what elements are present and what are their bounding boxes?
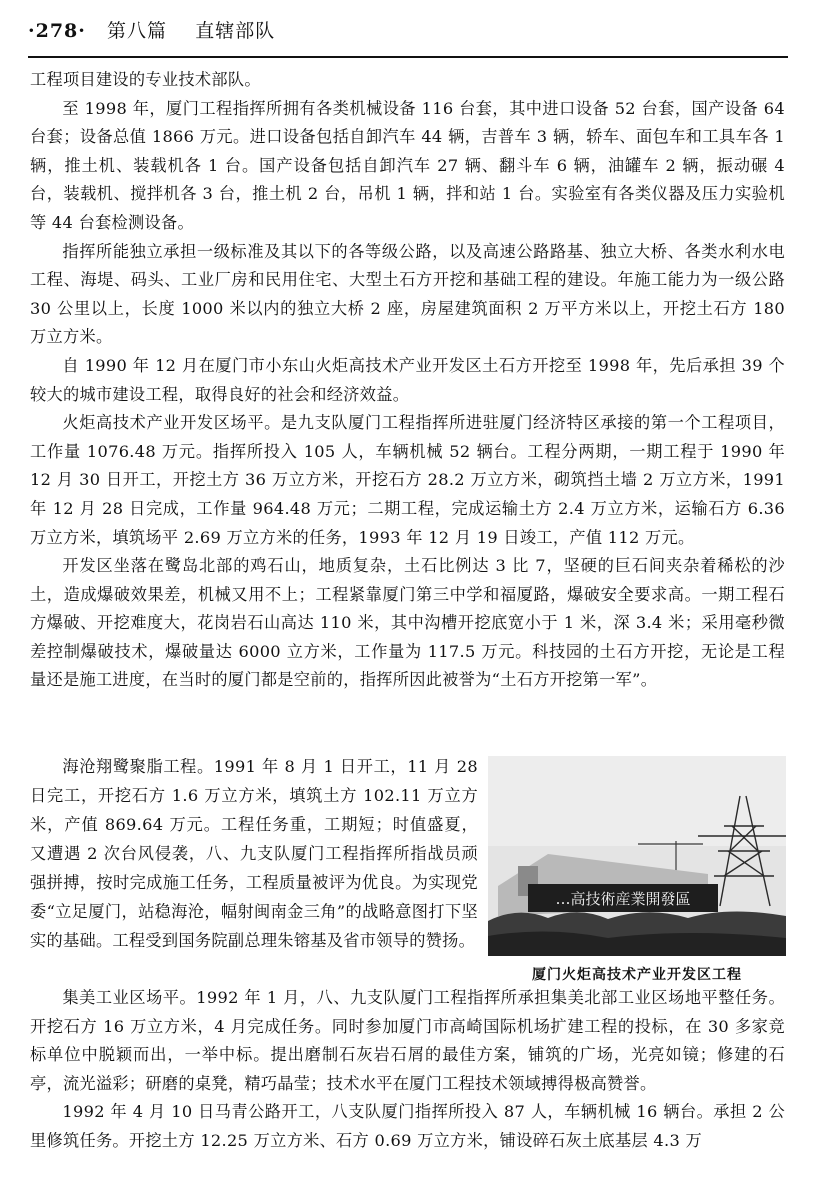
- main-text: [30, 66, 785, 695]
- paragraph: 自 1990 年 12 月在厦门市小东山火炬高技术产业开发区土石方开挖至 1998 年，先后承担 39 个较大的城市建设工程，取得良好的社会和经济效益。: [30, 355, 785, 404]
- header-rule: [28, 56, 788, 58]
- lower-text: [30, 984, 785, 1156]
- photo-caption: 厦门火炬高技术产业开发区工程: [532, 967, 742, 983]
- paragraph: 海沧翔鹭聚脂工程。1991 年 8 月 1 日开工，11 月 28 日完工，开挖石方 1.6 万立方米，填筑土方 102.11 万立方米，产值 869.64 万元。工程任务重，工期短；时值盛夏，又遭遇 2 次台风侵袭，八、九支队厦门工程指挥所指战员顽强拼搏，按时完成施工任务，工程质量被评为优良。为实现党委“立足厦门，站稳海沧，幅射闽南金三角”的战略意图打下坚实的基础。工程受到国务院副总理朱镕基及省市领导的赞扬。: [30, 757, 478, 950]
- paragraph: 开发区坐落在鹭岛北部的鸡石山，地质复杂，土石比例达 3 比 7，坚硬的巨石间夹杂着稀松的沙土，造成爆破效果差，机械又用不上；工程紧靠厦门第三中学和福厦路，爆破安全要求高。一期工程石方爆破、开挖难度大，花岗岩石山高达 110 米，其中沟槽开挖底宽小于 1 米，深 3.4 米；采用毫秒微差控制爆破技术，爆破量达 6000 立方米，工作量为 117.5 万元。科技园的土石方开挖，无论是工程量还是施工进度，在当时的厦门都是空前的，指挥所因此被誉为“土石方开挖第一军”。: [30, 556, 785, 690]
- photo-sign-text: …高技術産業開發區: [555, 890, 691, 908]
- paragraph: 至 1998 年，厦门工程指挥所拥有各类机械设备 116 台套，其中进口设备 52 台套，国产设备 64 台套；设备总值 1866 万元。进口设备包括自卸汽车 44 辆，吉普车 3 辆，轿车、面包车和工具车各 1 辆，推土机、装载机各 1 台。国产设备包括自卸汽车 27 辆、翻斗车 6 辆，油罐车 2 辆，振动碾 4 台，装载机、搅拌机各 3 台，推土机 2 台，吊机 1 辆，拌和站 1 台。实验室有各类仪器及压力实验机等 44 台套检测设备。: [30, 98, 785, 232]
- section-title: 直辖部队: [195, 20, 276, 42]
- paragraph: 工程项目建设的专业技术部队。: [30, 70, 261, 89]
- paragraph: 1992 年 4 月 10 日马青公路开工，八支队厦门指挥所投入 87 人，车辆机械 16 辆台。承担 2 公里修筑任务。开挖土方 12.25 万立方米、石方 0.69 万立方米，铺设碎石灰土底基层 4.3 万: [30, 1102, 785, 1150]
- paragraph: 集美工业区场平。1992 年 1 月，八、九支队厦门工程指挥所承担集美北部工业区场地平整任务。开挖石方 16 万立方米，4 月完成任务。同时参加厦门市高崎国际机场扩建工程的投标，在 30 多家竞标单位中脱颖而出，一举中标。提出磨制石灰岩石屑的最佳方案，铺筑的广场，光亮如镜；修建的石亭，流光溢彩；研磨的桌凳，精巧晶莹；技术水平在厦门工程技术领域搏得极高赞誉。: [30, 988, 785, 1093]
- running-header: [28, 18, 788, 62]
- wrapped-text: [30, 752, 478, 955]
- page-number: ·278·: [28, 20, 86, 42]
- paragraph: 指挥所能独立承担一级标准及其以下的各等级公路，以及高速公路路基、独立大桥、各类水利水电工程、海堤、码头、工业厂房和民用住宅、大型土石方开挖和基础工程的建设。年施工能力为一级公路 30 公里以上，长度 1000 米以内的独立大桥 2 座，房屋建筑面积 2 万平方米以上，开挖土石方 180 万立方米。: [30, 241, 785, 347]
- paragraph: 火炬高技术产业开发区场平。是九支队厦门工程指挥所进驻厦门经济特区承接的第一个工程项目，工作量 1076.48 万元。指挥所投入 105 人，车辆机械 52 辆台。工程分两期，一期工程于 1990 年 12 月 30 日开工，开挖土方 36 万立方米，开挖石方 28.2 万立方米，砌筑挡土墙 2 万立方米，1991 年 12 月 28 日完成，工作量 964.48 万元；二期工程，完成运输土方 2.4 万立方米，运输石方 6.36 万立方米，填筑场平 2.69 万立方米的任务，1993 年 12 月 19 日竣工，产值 112 万元。: [30, 413, 785, 547]
- construction-photo: [488, 756, 786, 956]
- part-title: 第八篇: [107, 20, 168, 42]
